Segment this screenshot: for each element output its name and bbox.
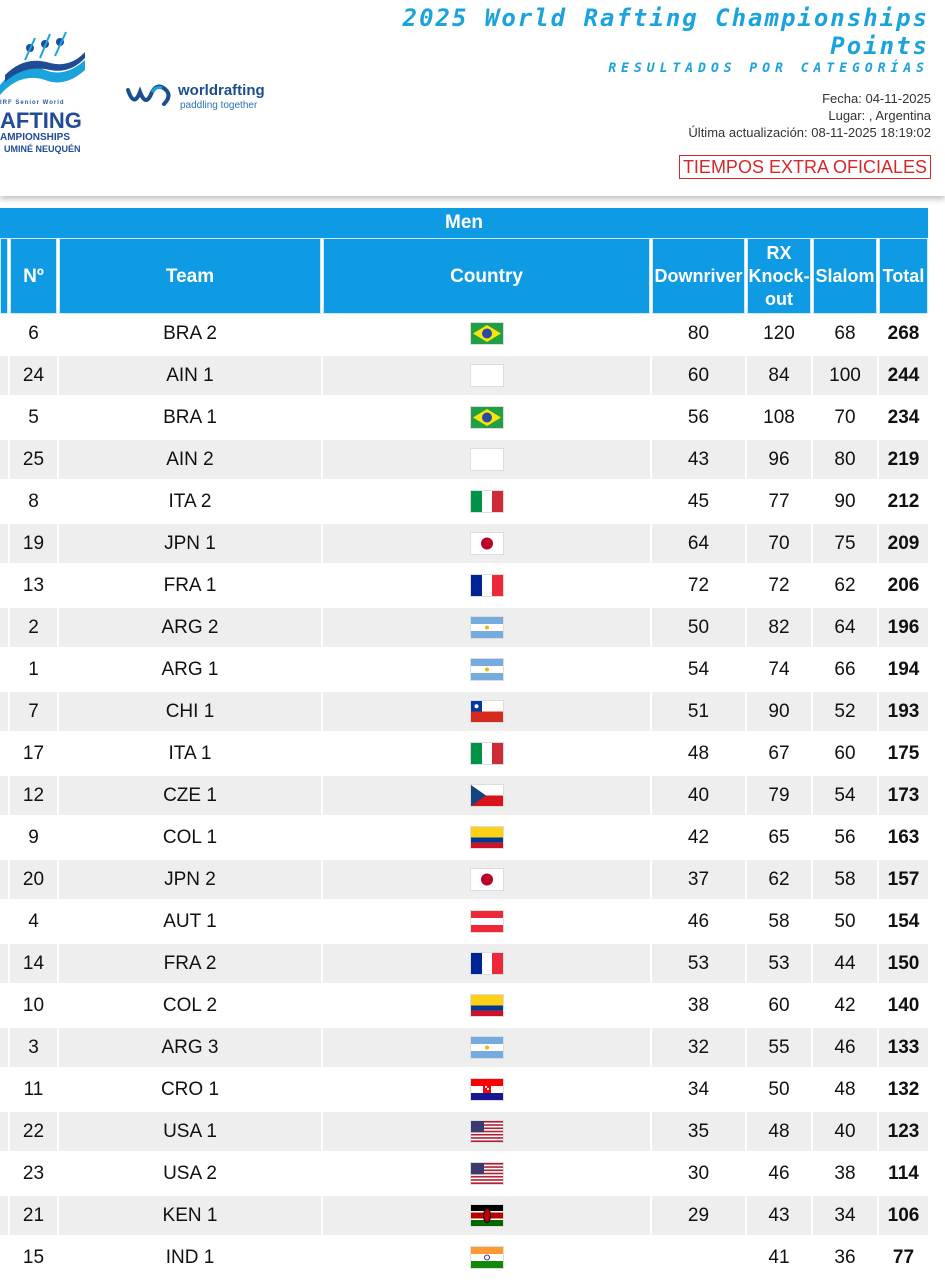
table-row — [0, 1154, 928, 1196]
slalom-cell: 52 — [813, 692, 877, 734]
slalom-cell: 68 — [813, 314, 877, 356]
downriver-cell: 42 — [652, 818, 745, 860]
country-cell — [323, 440, 650, 482]
downriver-cell: 40 — [652, 776, 745, 818]
total-cell: 268 — [879, 314, 928, 356]
date-text: Fecha: 04-11-2025 — [822, 91, 931, 106]
team-cell: ARG 2 — [59, 608, 321, 650]
ain-flag-icon — [471, 449, 503, 470]
arg-flag-icon — [471, 617, 503, 638]
table-row — [0, 440, 928, 482]
rank-cell — [0, 1112, 8, 1154]
rx-cell: 96 — [747, 440, 811, 482]
table-row — [0, 398, 928, 440]
total-cell: 154 — [879, 902, 928, 944]
team-cell: CZE 1 — [59, 776, 321, 818]
total-cell: 194 — [879, 650, 928, 692]
official-extra-times-link[interactable]: TIEMPOS EXTRA OFICIALES — [679, 155, 931, 179]
total-cell: 219 — [879, 440, 928, 482]
worldrafting-logo[interactable] — [126, 80, 286, 116]
country-cell — [323, 524, 650, 566]
total-cell: 114 — [879, 1154, 928, 1196]
downriver-cell: 38 — [652, 986, 745, 1028]
rx-cell: 72 — [747, 566, 811, 608]
number-cell: 22 — [10, 1112, 57, 1154]
team-cell: IND 1 — [59, 1238, 321, 1280]
rank-cell — [0, 566, 8, 608]
downriver-cell: 43 — [652, 440, 745, 482]
championship-logo — [0, 30, 100, 154]
slalom-cell: 56 — [813, 818, 877, 860]
rank-cell — [0, 1238, 8, 1280]
total-cell: 196 — [879, 608, 928, 650]
number-cell: 14 — [10, 944, 57, 986]
total-cell: 163 — [879, 818, 928, 860]
team-cell: COL 2 — [59, 986, 321, 1028]
number-cell: 25 — [10, 440, 57, 482]
category-header: Men — [0, 208, 928, 238]
team-cell: FRA 2 — [59, 944, 321, 986]
rx-cell: 53 — [747, 944, 811, 986]
total-cell: 212 — [879, 482, 928, 524]
slalom-cell: 80 — [813, 440, 877, 482]
total-cell: 140 — [879, 986, 928, 1028]
slalom-cell: 48 — [813, 1070, 877, 1112]
country-cell — [323, 650, 650, 692]
rank-cell — [0, 1028, 8, 1070]
table-row — [0, 356, 928, 398]
team-cell: AUT 1 — [59, 902, 321, 944]
slalom-cell: 90 — [813, 482, 877, 524]
team-column-header[interactable]: Team — [59, 238, 321, 314]
downriver-cell: 48 — [652, 734, 745, 776]
rank-cell — [0, 818, 8, 860]
number-column-header[interactable]: Nº — [10, 238, 57, 314]
table-row — [0, 650, 928, 692]
rx-cell: 65 — [747, 818, 811, 860]
downriver-cell: 50 — [652, 608, 745, 650]
table-row — [0, 1070, 928, 1112]
rank-cell — [0, 398, 8, 440]
rank-cell — [0, 1154, 8, 1196]
downriver-cell: 46 — [652, 902, 745, 944]
total-cell: 234 — [879, 398, 928, 440]
worldrafting-name: worldrafting — [178, 82, 265, 99]
number-cell: 8 — [10, 482, 57, 524]
rank-cell — [0, 1070, 8, 1112]
slalom-cell: 54 — [813, 776, 877, 818]
slalom-cell: 46 — [813, 1028, 877, 1070]
number-cell: 23 — [10, 1154, 57, 1196]
total-cell: 173 — [879, 776, 928, 818]
slalom-column-header[interactable]: Slalom — [813, 238, 877, 314]
team-cell: JPN 1 — [59, 524, 321, 566]
total-cell: 175 — [879, 734, 928, 776]
slalom-cell: 100 — [813, 356, 877, 398]
slalom-cell: 50 — [813, 902, 877, 944]
country-cell — [323, 986, 650, 1028]
slalom-cell: 75 — [813, 524, 877, 566]
logo-location-text: UMINÉ NEUQUÉN — [4, 144, 81, 154]
slalom-cell: 40 — [813, 1112, 877, 1154]
total-cell: 193 — [879, 692, 928, 734]
table-row — [0, 608, 928, 650]
ken-flag-icon — [471, 1205, 503, 1226]
team-cell: ARG 3 — [59, 1028, 321, 1070]
country-cell — [323, 566, 650, 608]
team-cell: KEN 1 — [59, 1196, 321, 1238]
country-cell — [323, 902, 650, 944]
number-cell: 10 — [10, 986, 57, 1028]
arg-flag-icon — [471, 1037, 503, 1058]
country-cell — [323, 482, 650, 524]
country-cell — [323, 1238, 650, 1280]
downriver-cell: 34 — [652, 1070, 745, 1112]
downriver-cell: 30 — [652, 1154, 745, 1196]
rank-cell — [0, 692, 8, 734]
jpn-flag-icon — [471, 869, 503, 890]
team-cell: CHI 1 — [59, 692, 321, 734]
team-cell: AIN 1 — [59, 356, 321, 398]
bra-flag-icon — [471, 407, 503, 428]
number-cell: 12 — [10, 776, 57, 818]
team-cell: JPN 2 — [59, 860, 321, 902]
logo-big-text: AFTING — [0, 108, 82, 133]
col-flag-icon — [471, 827, 503, 848]
table-row — [0, 1238, 928, 1280]
downriver-cell: 56 — [652, 398, 745, 440]
rank-cell — [0, 608, 8, 650]
total-cell: 77 — [879, 1238, 928, 1280]
rx-cell: 62 — [747, 860, 811, 902]
total-cell: 209 — [879, 524, 928, 566]
rank-cell — [0, 356, 8, 398]
country-cell — [323, 398, 650, 440]
rank-cell — [0, 1196, 8, 1238]
downriver-cell: 60 — [652, 356, 745, 398]
team-cell: AIN 2 — [59, 440, 321, 482]
table-row — [0, 734, 928, 776]
rx-cell: 43 — [747, 1196, 811, 1238]
country-cell — [323, 314, 650, 356]
rx-cell: 58 — [747, 902, 811, 944]
col-flag-icon — [471, 995, 503, 1016]
rank-column-header — [0, 238, 8, 314]
team-cell: USA 2 — [59, 1154, 321, 1196]
rx-cell: 67 — [747, 734, 811, 776]
rx-column-header[interactable]: RX Knock- out — [747, 238, 811, 314]
number-cell: 4 — [10, 902, 57, 944]
rx-cell: 50 — [747, 1070, 811, 1112]
table-row — [0, 944, 928, 986]
downriver-cell: 54 — [652, 650, 745, 692]
rx-cell: 74 — [747, 650, 811, 692]
table-row — [0, 1028, 928, 1070]
number-cell: 13 — [10, 566, 57, 608]
rank-cell — [0, 440, 8, 482]
rank-cell — [0, 944, 8, 986]
table-row — [0, 524, 928, 566]
rank-cell — [0, 524, 8, 566]
team-cell: ITA 1 — [59, 734, 321, 776]
logo-fine-text: IRF Senior World — [0, 100, 65, 106]
rank-cell — [0, 482, 8, 524]
rx-cell: 82 — [747, 608, 811, 650]
results-body — [0, 314, 928, 1280]
fra-flag-icon — [471, 953, 503, 974]
usa-flag-icon — [471, 1163, 503, 1184]
total-cell: 123 — [879, 1112, 928, 1154]
table-row — [0, 986, 928, 1028]
number-cell: 2 — [10, 608, 57, 650]
country-cell — [323, 776, 650, 818]
page-title: 2025 World Rafting Championships — [402, 4, 929, 32]
fra-flag-icon — [471, 575, 503, 596]
total-cell: 106 — [879, 1196, 928, 1238]
slalom-cell: 60 — [813, 734, 877, 776]
rx-cell: 55 — [747, 1028, 811, 1070]
arg-flag-icon — [471, 659, 503, 680]
downriver-cell: 53 — [652, 944, 745, 986]
slalom-cell: 44 — [813, 944, 877, 986]
usa-flag-icon — [471, 1121, 503, 1142]
rx-cell: 48 — [747, 1112, 811, 1154]
total-cell: 150 — [879, 944, 928, 986]
downriver-cell: 72 — [652, 566, 745, 608]
country-cell — [323, 356, 650, 398]
bra-flag-icon — [471, 323, 503, 344]
downriver-cell: 35 — [652, 1112, 745, 1154]
total-cell: 133 — [879, 1028, 928, 1070]
number-cell: 5 — [10, 398, 57, 440]
cro-flag-icon — [471, 1079, 503, 1100]
table-row — [0, 1112, 928, 1154]
table-row — [0, 818, 928, 860]
downriver-cell: 51 — [652, 692, 745, 734]
table-row — [0, 482, 928, 524]
team-cell: USA 1 — [59, 1112, 321, 1154]
country-cell — [323, 1028, 650, 1070]
results-table-container — [0, 208, 932, 1280]
rank-cell — [0, 776, 8, 818]
slalom-cell: 70 — [813, 398, 877, 440]
total-cell: 132 — [879, 1070, 928, 1112]
location-text: Lugar: , Argentina — [828, 108, 931, 123]
downriver-cell: 32 — [652, 1028, 745, 1070]
ain-flag-icon — [471, 365, 503, 386]
total-cell: 206 — [879, 566, 928, 608]
team-cell: ARG 1 — [59, 650, 321, 692]
worldrafting-wave-icon — [126, 82, 176, 112]
number-cell: 3 — [10, 1028, 57, 1070]
rank-cell — [0, 986, 8, 1028]
total-cell: 157 — [879, 860, 928, 902]
worldrafting-tagline: paddling together — [180, 100, 258, 111]
rx-cell: 79 — [747, 776, 811, 818]
team-cell: ITA 2 — [59, 482, 321, 524]
rx-cell: 70 — [747, 524, 811, 566]
number-cell: 7 — [10, 692, 57, 734]
rank-cell — [0, 650, 8, 692]
downriver-cell: 80 — [652, 314, 745, 356]
slalom-cell: 58 — [813, 860, 877, 902]
number-cell: 21 — [10, 1196, 57, 1238]
page-title-line2: Points — [830, 32, 929, 60]
results-table — [0, 208, 930, 1280]
country-cell — [323, 1070, 650, 1112]
rank-cell — [0, 734, 8, 776]
ind-flag-icon — [471, 1247, 503, 1268]
slalom-cell: 34 — [813, 1196, 877, 1238]
rank-cell — [0, 902, 8, 944]
country-column-header[interactable]: Country — [323, 238, 650, 314]
jpn-flag-icon — [471, 533, 503, 554]
table-row — [0, 776, 928, 818]
last-updated-text: Última actualización: 08-11-2025 18:19:02 — [688, 125, 931, 140]
table-row — [0, 692, 928, 734]
team-cell: BRA 1 — [59, 398, 321, 440]
country-cell — [323, 1112, 650, 1154]
table-row — [0, 314, 928, 356]
chi-flag-icon — [471, 701, 503, 722]
downriver-cell: 29 — [652, 1196, 745, 1238]
table-row — [0, 1196, 928, 1238]
table-row — [0, 566, 928, 608]
number-cell: 19 — [10, 524, 57, 566]
country-cell — [323, 944, 650, 986]
number-cell: 1 — [10, 650, 57, 692]
total-column-header[interactable]: Total — [879, 238, 928, 314]
aut-flag-icon — [471, 911, 503, 932]
rx-cell: 84 — [747, 356, 811, 398]
number-cell: 11 — [10, 1070, 57, 1112]
country-cell — [323, 818, 650, 860]
number-cell: 17 — [10, 734, 57, 776]
slalom-cell: 62 — [813, 566, 877, 608]
slalom-cell: 42 — [813, 986, 877, 1028]
country-cell — [323, 1154, 650, 1196]
page-header — [0, 0, 945, 196]
rx-cell: 120 — [747, 314, 811, 356]
number-cell: 15 — [10, 1238, 57, 1280]
total-cell: 244 — [879, 356, 928, 398]
rx-cell: 60 — [747, 986, 811, 1028]
downriver-cell: 64 — [652, 524, 745, 566]
rafting-logo-icon — [0, 30, 90, 100]
page-subtitle: RESULTADOS POR CATEGORÍAS — [608, 61, 929, 76]
slalom-cell: 64 — [813, 608, 877, 650]
rank-cell — [0, 860, 8, 902]
rx-cell: 46 — [747, 1154, 811, 1196]
rank-cell — [0, 314, 8, 356]
team-cell: BRA 2 — [59, 314, 321, 356]
slalom-cell: 38 — [813, 1154, 877, 1196]
cze-flag-icon — [471, 785, 503, 806]
downriver-column-header[interactable]: Downriver — [652, 238, 745, 314]
country-cell — [323, 1196, 650, 1238]
rx-cell: 41 — [747, 1238, 811, 1280]
country-cell — [323, 608, 650, 650]
number-cell: 24 — [10, 356, 57, 398]
number-cell: 20 — [10, 860, 57, 902]
slalom-cell: 36 — [813, 1238, 877, 1280]
team-cell: COL 1 — [59, 818, 321, 860]
logo-sub-text: AMPIONSHIPS — [0, 132, 71, 143]
rx-cell: 77 — [747, 482, 811, 524]
rx-cell: 90 — [747, 692, 811, 734]
slalom-cell: 66 — [813, 650, 877, 692]
downriver-cell: 37 — [652, 860, 745, 902]
country-cell — [323, 860, 650, 902]
country-cell — [323, 692, 650, 734]
number-cell: 9 — [10, 818, 57, 860]
number-cell: 6 — [10, 314, 57, 356]
country-cell — [323, 734, 650, 776]
team-cell: FRA 1 — [59, 566, 321, 608]
downriver-cell — [652, 1238, 745, 1280]
table-row — [0, 860, 928, 902]
team-cell: CRO 1 — [59, 1070, 321, 1112]
ita-flag-icon — [471, 491, 503, 512]
downriver-cell: 45 — [652, 482, 745, 524]
rx-cell: 108 — [747, 398, 811, 440]
ita-flag-icon — [471, 743, 503, 764]
table-row — [0, 902, 928, 944]
